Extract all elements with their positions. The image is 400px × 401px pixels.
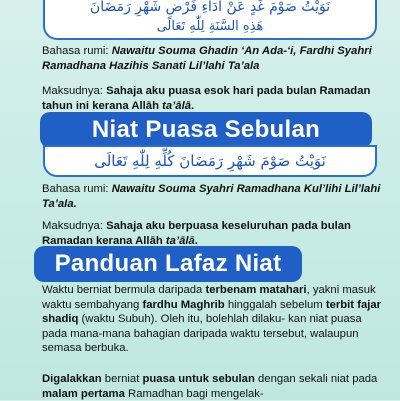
p2-part: dengan sekali niat pada (254, 373, 378, 385)
niat-harian-arabic (43, 0, 377, 40)
panduan-paragraph-1 (42, 283, 382, 356)
p1-part: , yakni masuk waktu sembahyang (42, 284, 376, 311)
maksud-text: Sahaja aku berpuasa keseluruhan pada bulan Ramadan kerana Allāh (42, 220, 351, 247)
maksud-label: Maksudnya: (42, 220, 107, 232)
panduan-paragraph-2 (42, 372, 382, 401)
maksud-tail: ta’ālā (165, 234, 195, 247)
p1-part: hinggalah sebelum (224, 298, 326, 311)
maksud-end: . (194, 234, 198, 247)
p1-emph: fardhu Maghrib (142, 298, 225, 311)
heading-niat-puasa-sebulan: Niat Puasa Sebulan (40, 112, 372, 148)
p1-emph: terbenam matahari (205, 284, 307, 296)
niat-harian-arabic-line1: نَوَيْتُ صَوْمَ غَدٍ عَنْ أَدَاءِ فَرْضِ شَهْرِ رَمَضَانَ (89, 0, 331, 15)
niat-harian-maksud (42, 84, 382, 113)
niat-harian-arabic-line2: هَذِهِ السَّنَةِ لِلّٰهِ تَعَالَى (156, 19, 264, 34)
p2-part: Ramadhan bagi mengelak- (124, 387, 264, 400)
rumi-label: Bahasa rumi: (42, 45, 112, 57)
p1-part: (waktu Subuh). Oleh itu, bolehlah dilaku- kan niat puasa pada mana-mana bahagian daripada waktu tersebut, walaupun semasa berbuka. (42, 313, 362, 354)
p2-emph: puasa untuk sebulan (142, 373, 255, 385)
niat-harian-rumi (42, 44, 382, 73)
maksud-label: Maksudnya: (42, 85, 107, 97)
rumi-text: Nawaitu Souma Syahri Ramadhana Kul’lihi Lil’lahi Ta’ala. (42, 183, 381, 210)
niat-sebulan-rumi (42, 182, 382, 211)
rumi-label: Bahasa rumi: (42, 183, 112, 195)
niat-sebulan-arabic: نَوَيْتُ صَوْمَ شَهْرِ رَمَضَانَ كُلِّهِ لِلّٰهِ تَعَالَى (43, 145, 377, 177)
maksud-end: . (191, 99, 195, 112)
maksud-tail: ta’ālā (162, 99, 191, 112)
p1-part: Waktu berniat bermula daripada (42, 284, 206, 296)
niat-sebulan-maksud (42, 219, 382, 248)
p2-emph: malam pertama (42, 387, 125, 400)
p2-part: berniat (101, 373, 143, 385)
heading-panduan-lafaz-niat: Panduan Lafaz Niat (34, 246, 302, 282)
p1-emph: terbit fajar shadiq (42, 298, 382, 325)
p2-emph: Digalakkan (42, 373, 102, 385)
maksud-text: Sahaja aku puasa esok hari pada bulan Ramadan tahun ini kerana Allāh (42, 85, 371, 112)
rumi-text: Nawaitu Souma Ghadin ‘An Ada-‘i, Fardhi Syahri Ramadhana Hazihis Sanati Lil’lahi Ta’ala (42, 45, 372, 72)
